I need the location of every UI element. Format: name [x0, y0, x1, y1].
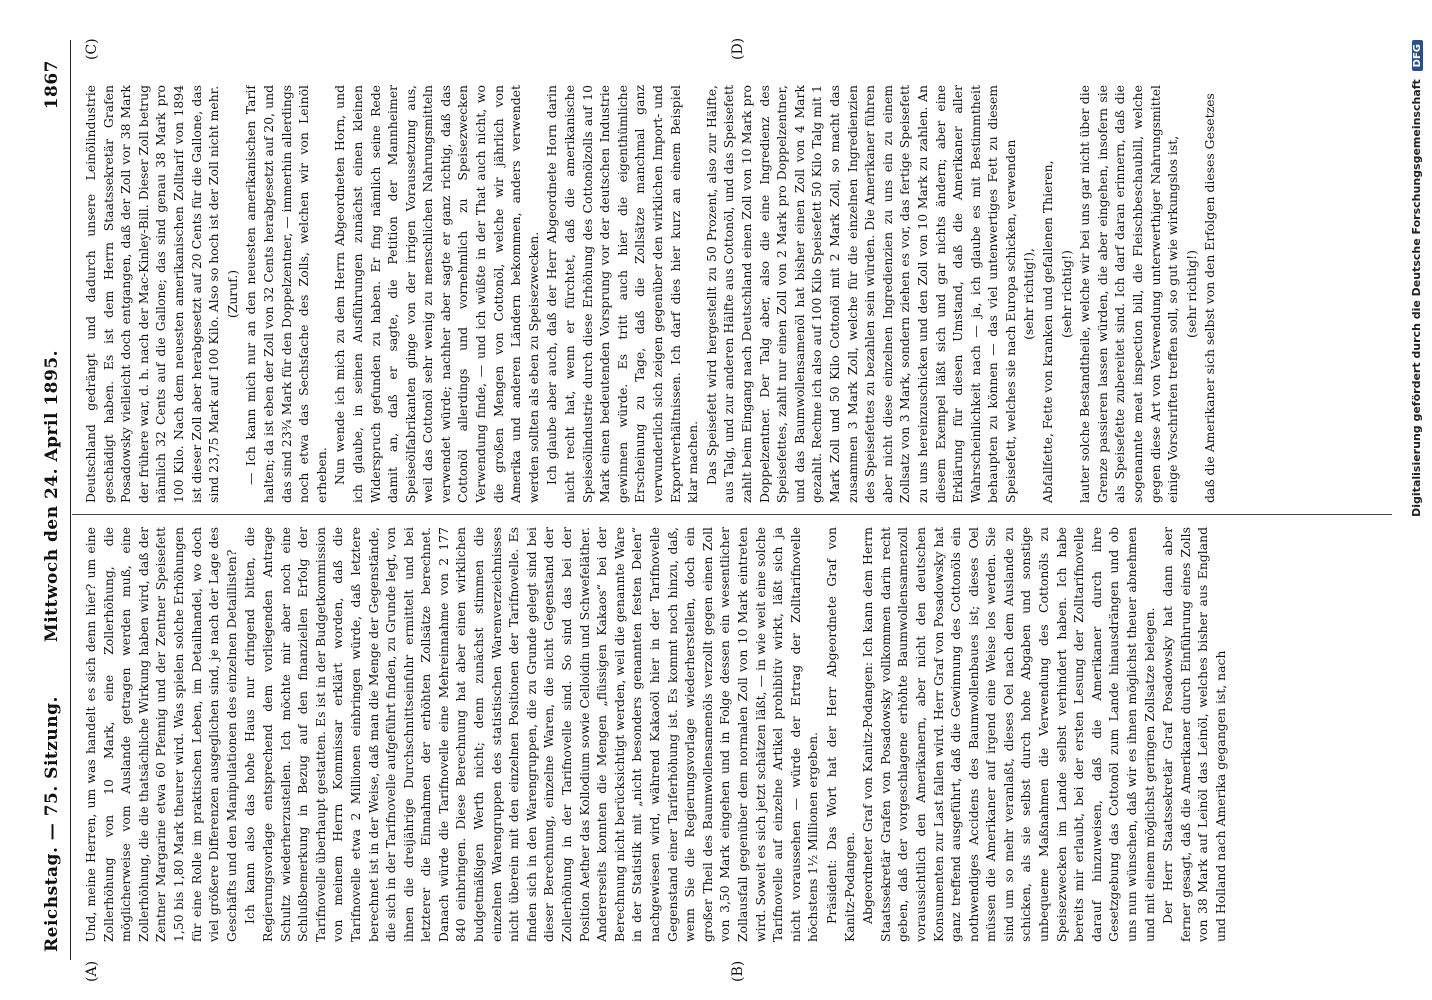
column-divider — [72, 514, 1392, 515]
paragraph: Abgeordneter Graf von Kanitz-Podangen: Ich kann dem Herrn Staatssekretär Grafen von Posadowsky vollkommen darin recht geben, daß der vorgeschlagene erhöhte Baumwollensamenzoll voraussichtlich den Amerikanern, aber nicht den deutschen Konsumenten zur Last fallen wird. Herr Graf von Posadowsky hat ganz treffend ausgeführt, daß die Gewinnung des Cottonöls ein nothwendiges Accidens des Baumwollenbaues ist; dieses Oel müssen die Amerikaner auf irgend eine Weise los werden. Sie sind um so mehr veranlaßt, dieses Oel nach dem Auslande zu schicken, als sie selbst durch hohe Abgaben und sonstige unbequeme Maßnahmen die Verwendung des Cottonöls zu Speisezwecken im Lande selbst verhindert haben. Ich habe bereits mir erlaubt, bei der ersten Lesung der Zolltarifnovelle darauf hinzuweisen, daß die Amerikaner durch ihre Gesetzgebung das Cottonöl zum Lande hinausdrängen und ob uns nun wünschen, daß wir es ihnen möglichst theuer abnehmen und mit einem möglichst geringen Zollsatze belegen. — [860, 527, 1157, 942]
interjection: (sehr richtig!) — [1058, 250, 1074, 338]
paragraph: Der Herr Staatssekretär Graf Posadowsky hat dann aber ferner gesagt, daß die Amerikaner durch Einführung eines Zolls von 38 Mark auf Leinöl das Leinöl, welches bisher aus England und Holland nach Amerika gegangen ist, nach — [1160, 527, 1228, 942]
margin-marker-d: (D) — [730, 37, 746, 60]
paragraph: daß die Amerikaner sich selbst von den Erfolgen dieses Gesetzes — [1202, 93, 1218, 503]
credit-text: Digitalisierung gefördert durch die Deutsche Forschungsgemeinschaft — [1410, 79, 1423, 517]
page-number: 1867 — [42, 60, 62, 110]
paragraph: — Ich kann mich nur an den neuesten amerikanischen Tarif halten; da ist eben der Zoll von 32 Cents herabgesetzt auf 20, und das sind 23¾ Mark für den Doppelzentner, — immerhin allerdings noch etwa das Sechsfache des Zolls, welchen wir von Leinöl erheben. — [243, 85, 329, 503]
page-header — [42, 40, 68, 952]
paragraph: Präsident: Das Wort hat der Herr Abgeordnete Graf von Kanitz-Podangen. — [823, 527, 857, 942]
paragraph: Abfallfette, Fette von kranken und gefallenen Thieren, — [1040, 160, 1056, 503]
paragraph: Ich kann also das hohe Haus nur dringend bitten, die Regierungsvorlage entsprechend dem vorliegenden Antrage Schultz wiederherzustellen. Ich möchte mir aber noch eine Schlußbemerkung in Bezug auf den finanziellen Erfolg der Tarifnovelle überhaupt gestatten. Es ist in der Budgetkommission von meinem Herrn Kommissar erklärt worden, daß die Tarifnovelle etwa 2 Millionen einbringen würde, daß letztere berechnet ist in der Weise, daß man die Menge der Gegenstände, die sich in der Tarifnovelle aufgeführt finden, zu Grunde legt, von ihnen die dreijährige Durchschnittseinfuhr ermittelt und bei letzterer die Einnahmen der erhöhten Zollsätze berechnet. Danach würde die Tarifnovelle eine Mehreinnahme von 2 177 840 einbringen. Diese Berechnung hat aber einen wirklichen budgetmäßigen Werth nicht; denn zunächst stimmen die einzelnen Warengruppen des statistischen Warenverzeichnisses nicht überein mit den einzelnen Positionen der Tarifnovelle. Es finden sich in den Warengruppen, die zu Grunde gelegt sind bei dieser Berechnung, einzelne Waren, die nicht Gegenstand der Zollerhöhung in der Tarifnovelle sind. So sind das bei der Position Aether das Kollodium sowie Celloidin und Schwefeläther. Andererseits konnten die Mengen „flüssigen Kakaos“ bei der Berechnung nicht berücksichtigt werden, weil die genannte Ware in der Statistik mit „nicht besonders genannten festen Delen“ nachgewiesen wird, während Kakaoöl hier in der Tarifnovelle Gegenstand einer Tariferhöhung ist. Es kommt noch hinzu, daß, wenn Sie die Regierungsvorlage wiederherstellen, doch ein großer Theil des Baumwollensamenöls verzollt gegen einen Zoll von 3,50 Mark eingehen und in Folge dessen ein wesentlicher Zollausfall gegenüber dem normalen Zoll von 10 Mark eintreten wird. Soweit es sich jetzt schätzen läßt, — in wie weit eine solche Tarifnovelle auf einzelne Artikel prohibitiv wirkt, läßt sich ja nicht voraussehen — würde der Ertrag der Zolltarifnovelle höchstens 1½ Millionen ergeben. — [242, 527, 821, 942]
paragraph: Nun wende ich mich zu dem Herrn Abgeordneten Horn, und ich glaube, in seinen Ausführungen zunächst einen kleinen Widerspruch gefunden zu haben. Er fing nämlich seine Rede damit an, daß er sagte, die Petition der Mannheimer Speiseölfabrikanten ginge von der irrigen Voraussetzung aus, weil das Cottonöl sehr wenig zu menschlichen Nahrungsmitteln verwendet würde; nachher aber sagte er ganz richtig, daß das Cottonöl allerdings und vornehmlich zu Speisezwecken Verwendung finde, — und ich wüßte in der That auch nicht, wo die großen Mengen von Cottonöl, welche wir jährlich von Amerika und anderen Ländern bekommen, anders verwendet werden sollten als eben zu Speisezwecken. — [332, 85, 541, 503]
paragraph: lauter solche Bestandtheile, welche wir bei uns gar nicht über die Grenze passieren lassen würden, die aber eingehen, insofern sie als Speisefette zubereitet sind. Ich darf daran erinnern, daß die sogenannte meat inspection bill, die Fleischbeschaubill, welche gegen diese Art von Verwendung unterwerthiger Nahrungsmittel einige Vorschriften treffen soll, so gut wie wirkungslos ist, — [1077, 85, 1181, 503]
header-date: Mittwoch den 24. April 1895. — [42, 349, 62, 643]
paragraph: Das Speisefett wird hergestellt zu 50 Prozent, also zur Hälfte, aus Talg, und zur anderen Hälfte aus Cottonöl, und das Speisefett zahlt beim Eingang nach Deutschland einen Zoll von 10 Mark pro Doppelzentner. Der Talg aber, also die eine Ingredienz des Speisefettes, zahlt nur einen Zoll von 2 Mark pro Doppelzentner, und das Baumwollensamenöl hat bisher einen Zoll von 4 Mark gezahlt. Rechne ich also auf 100 Kilo Speisefett 50 Kilo Talg mit 1 Mark Zoll und 50 Kilo Cottonöl mit 2 Mark Zoll, so macht das zusammen 3 Mark Zoll, welche für die einzelnen Ingredienzien des Speisefettes zu bezahlen sein würden. Die Amerikaner führen aber nicht diese einzelnen Ingredienzien zu uns ein zu einem Zollsatz von 3 Mark, sondern ziehen es vor, das fertige Speisefett zu uns hereinzuschicken und den Zoll von 10 Mark zu zahlen. An diesem Exempel läßt sich und gar nichts ändern; aber eine Erklärung für diesen Umstand, daß die Amerikaner aller Wahrscheinlichkeit nach — ja, ich glaube es mit Bestimmtheit behaupten zu können — das viel untenwertiges Fett zu diesem Speisefett, welches sie nach Europa schicken, verwenden — [703, 85, 1018, 503]
paragraph: Und, meine Herren, um was handelt es sich denn hier? um eine Zollerhöhung von 10 Mark, eine Zollerhöhung, die möglicherweise vom Auslande getragen werden muß, eine Zollerhöhung, die die thatsächliche Wirkung haben wird, daß der Zentner Margarine etwa 60 Pfennig und der Zentner Speisefett 1,50 bis 1,80 Mark theurer wird. Was spielen solche Erhöhungen für eine Rolle im praktischen Leben, im Detailhandel, wo doch viel größere Differenzen ausgeglichen sind, je nach der Lage des Geschäfts und den Manipulationen des einzelnen Detaillisten? — [83, 527, 239, 942]
interjection: (sehr richtig!), — [1021, 248, 1037, 340]
digitization-credit — [1410, 40, 1423, 940]
right-column — [82, 85, 1392, 503]
interjection: (sehr richtig!) — [1183, 250, 1199, 338]
margin-marker-c: (C) — [84, 38, 100, 60]
margin-marker-a: (A) — [84, 960, 100, 982]
paragraph: Deutschland gedrängt und dadurch unsere Leinölindustrie geschädigt haben. Es ist dem Herrn Staatssekretär Grafen Posadowsky vielleicht doch entgangen, daß der Zoll vor 38 Mark der frühere war, d. h. nach der Mac-Kinley-Bill. Dieser Zoll betrug nämlich 32 Cents auf die Gallone; das sind genau 38 Mark pro 100 Kilo. Nach dem neuesten amerikanischen Zolltarif von 1894 ist dieser Zoll aber herabgesetzt auf 20 Cents für die Gallone, das sind 23,75 Mark auf 100 Kilo. Also so hoch ist der Zoll nicht mehr. — [83, 85, 222, 503]
margin-marker-b: (B) — [730, 960, 746, 982]
header-left: Reichstag. — 75. Sitzung. — [42, 696, 62, 952]
header-rule — [70, 40, 71, 960]
left-column — [82, 527, 1392, 942]
dfg-logo: DFG — [1412, 40, 1423, 71]
interjection: (Zuruf.) — [224, 269, 240, 319]
paragraph: Ich glaube aber auch, daß der Herr Abgeordnete Horn darin nicht recht hat, wenn er fürchtet, daß die amerikanische Speiseölindustrie durch diese Erhöhung des Cottonölzolls auf 10 Mark einen bedeutenden Vorsprung vor der deutschen Industrie gewinnen würde. Es tritt auch hier die eigenthümliche Erscheinung zu Tage, daß die Zollsätze manchmal ganz verwunderlich sich zeigen gegenüber den wirklichen Import- und Exportverhältnissen. Ich darf dies hier kurz an einem Beispiel klar machen. — [544, 85, 701, 503]
